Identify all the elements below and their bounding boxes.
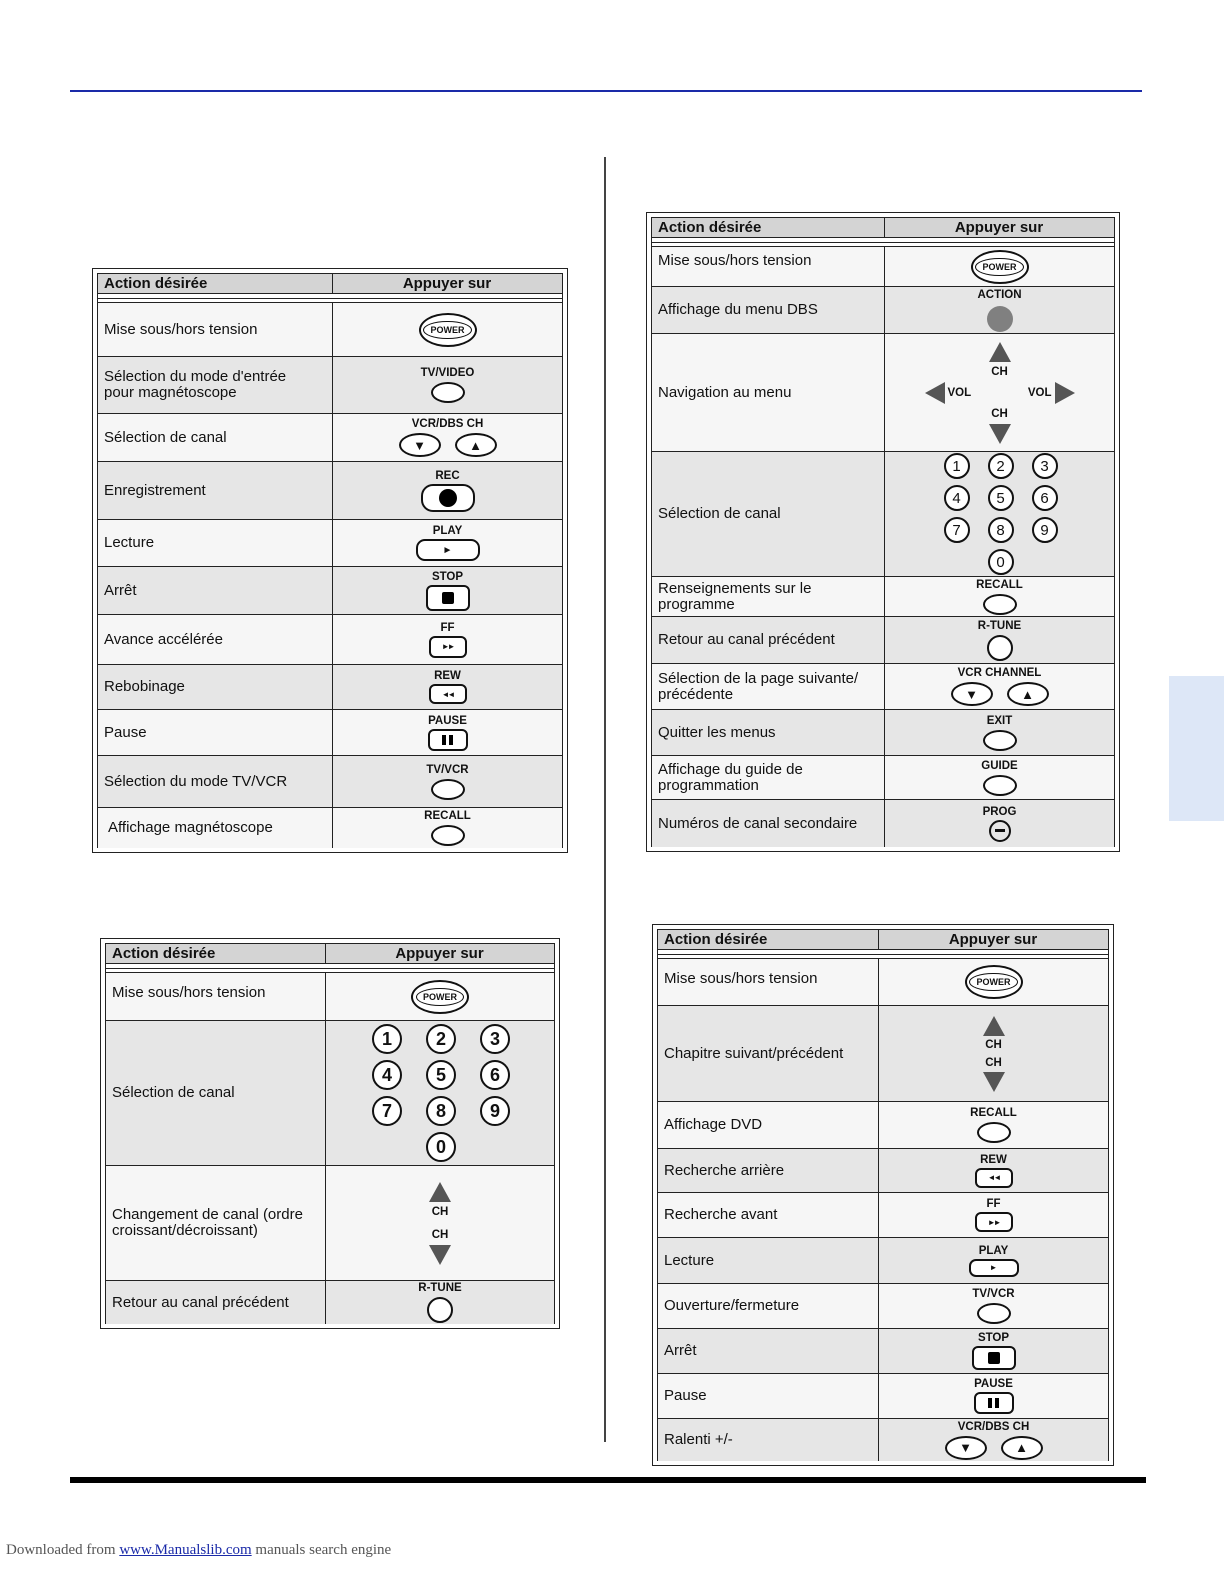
fast-forward-button[interactable]: [975, 1212, 1013, 1232]
table-header: [98, 274, 562, 294]
header-press: Appuyer sur: [395, 945, 484, 962]
table-row: [652, 576, 1114, 616]
chapter-down-icon[interactable]: [983, 1072, 1005, 1092]
row-action: Pause: [664, 1387, 707, 1404]
stop-icon: [442, 592, 454, 604]
row-action: Sélection de canal: [104, 428, 227, 446]
pause-icon-bar: [442, 735, 446, 745]
top-rule: [70, 90, 1142, 92]
row-action: Sélection de canal: [658, 505, 781, 522]
record-button[interactable]: [421, 484, 475, 512]
dvd-table-inner: [657, 929, 1109, 1461]
key-6[interactable]: 6: [480, 1060, 510, 1090]
table-row: [106, 1020, 554, 1165]
column-divider: [604, 157, 606, 1442]
row-action: Affichage du guide de programmation: [658, 760, 803, 794]
prog-button[interactable]: [989, 820, 1011, 842]
header-action: Action désirée: [104, 275, 208, 292]
table-row: [652, 616, 1114, 663]
table-row: [652, 333, 1114, 451]
row-action: Navigation au menu: [658, 383, 792, 401]
fast-forward-icon: ►►: [987, 1217, 1000, 1227]
header-press: Appuyer sur: [402, 275, 492, 292]
table-row: [98, 461, 562, 519]
recall-button[interactable]: [431, 825, 465, 846]
table-row: [98, 664, 562, 709]
table-row: [658, 1418, 1108, 1461]
row-action: Retour au canal précédent: [112, 1293, 289, 1311]
key-4[interactable]: 4: [372, 1060, 402, 1090]
table-row: [98, 614, 562, 664]
stop-button[interactable]: [972, 1346, 1016, 1370]
action-button[interactable]: [987, 306, 1013, 332]
key-6[interactable]: 6: [1032, 485, 1058, 511]
pause-icon-bar: [995, 1398, 999, 1408]
row-action: Changement de canal (ordre croissant/décroissant): [112, 1206, 303, 1239]
table-row: [658, 1148, 1108, 1192]
key-2[interactable]: 2: [426, 1024, 456, 1054]
power-button[interactable]: POWER: [419, 313, 477, 347]
table-header: [658, 930, 1108, 950]
row-action: Lecture: [664, 1251, 715, 1269]
button-label: PAUSE: [974, 1378, 1013, 1390]
table-row: [658, 1373, 1108, 1418]
row-action: Lecture: [104, 534, 155, 551]
dbs-table-inner: [651, 217, 1115, 847]
power-button[interactable]: POWER: [411, 980, 469, 1014]
row-action: Recherche avant: [664, 1206, 778, 1223]
channel-up-button[interactable]: ▲: [455, 433, 497, 457]
table-row: [652, 663, 1114, 709]
volume-left-icon[interactable]: [925, 382, 945, 404]
pause-button[interactable]: [974, 1392, 1014, 1414]
key-1[interactable]: 1: [372, 1024, 402, 1054]
table-row: [98, 356, 562, 413]
button-label: TV/VIDEO: [420, 367, 475, 379]
key-9[interactable]: 9: [480, 1096, 510, 1126]
play-button[interactable]: [416, 539, 480, 561]
key-5[interactable]: 5: [988, 485, 1014, 511]
button-label: RECALL: [970, 1107, 1017, 1119]
header-underline: [98, 298, 562, 299]
table-row: [98, 755, 562, 807]
header-press: Appuyer sur: [948, 931, 1038, 948]
table-row: [98, 709, 562, 755]
ch-up-label: CH: [431, 1205, 449, 1218]
row-action: Pause: [104, 723, 147, 741]
button-label: REW: [980, 1153, 1007, 1166]
stop-button[interactable]: [426, 585, 470, 611]
open-close-button[interactable]: [977, 1303, 1011, 1324]
button-label: VCR/DBS CH: [957, 1420, 1030, 1433]
side-tab: [1169, 676, 1224, 821]
number-keypad: [944, 453, 1056, 575]
play-icon: ►: [989, 1263, 998, 1272]
vol-left-label: VOL: [947, 386, 972, 399]
exit-button[interactable]: [983, 730, 1017, 751]
button-label: STOP: [977, 1332, 1010, 1344]
button-label: TV/VCR: [426, 763, 469, 776]
key-3[interactable]: 3: [1032, 453, 1058, 479]
key-3[interactable]: 3: [480, 1024, 510, 1054]
tv-video-button[interactable]: [431, 382, 465, 403]
button-label: PROG: [982, 805, 1017, 818]
pause-icon-bar: [988, 1398, 992, 1408]
header-underline: [106, 968, 554, 969]
power-button[interactable]: POWER: [965, 965, 1023, 999]
r-tune-button[interactable]: [987, 635, 1013, 661]
key-2[interactable]: 2: [988, 453, 1014, 479]
row-action: Mise sous/hors tension: [104, 320, 258, 338]
button-label: ACTION: [977, 289, 1022, 301]
fast-forward-button[interactable]: [429, 636, 467, 658]
key-0[interactable]: 0: [988, 549, 1014, 575]
ch-down-label: CH: [985, 1056, 1002, 1069]
key-8[interactable]: 8: [988, 517, 1014, 543]
button-label: FF: [986, 1198, 1001, 1210]
chapter-up-icon[interactable]: [983, 1016, 1005, 1036]
button-label: PLAY: [432, 525, 463, 537]
header-underline: [652, 242, 1114, 243]
minus-icon: [995, 829, 1005, 832]
ch-down-label: CH: [431, 1228, 449, 1241]
page-up-button[interactable]: ▲: [1007, 682, 1049, 706]
slow-minus-button[interactable]: ▼: [945, 1436, 987, 1460]
row-action: Sélection de la page suivante/ précédente: [658, 669, 859, 703]
table-row: [658, 1101, 1108, 1148]
rewind-icon: ◄◄: [987, 1173, 1000, 1182]
button-label: FF: [440, 621, 455, 634]
table-row: [106, 1280, 554, 1324]
page-down-button[interactable]: ▼: [951, 682, 993, 706]
key-8[interactable]: 8: [426, 1096, 456, 1126]
row-action: Sélection du mode d'entrée pour magnétoscope: [104, 368, 287, 401]
button-label: R-TUNE: [418, 1282, 462, 1294]
row-action: Sélection du mode TV/VCR: [104, 772, 288, 790]
button-label: REW: [434, 670, 461, 682]
row-action: Mise sous/hors tension: [664, 970, 818, 987]
table-row: [652, 451, 1114, 576]
row-action: Arrêt: [664, 1342, 697, 1359]
vol-right-label: VOL: [1027, 386, 1052, 399]
ch-down-label: CH: [991, 407, 1008, 420]
row-action: Rebobinage: [104, 678, 185, 695]
row-action: Mise sous/hors tension: [658, 252, 812, 269]
button-label: PLAY: [978, 1244, 1009, 1257]
play-icon: ►: [442, 544, 453, 556]
button-label: PAUSE: [428, 714, 467, 727]
button-label: VCR/DBS CH: [411, 418, 484, 430]
key-9[interactable]: 9: [1032, 517, 1058, 543]
cable-table: [100, 938, 560, 1329]
button-label: RECALL: [976, 578, 1023, 591]
pause-button[interactable]: [428, 729, 468, 751]
key-7[interactable]: 7: [944, 517, 970, 543]
dvd-table: [652, 924, 1114, 1466]
table-row: [98, 519, 562, 566]
channel-down-button[interactable]: ▼: [399, 433, 441, 457]
channel-up-icon[interactable]: [429, 1182, 451, 1202]
row-action: Arrêt: [104, 581, 137, 599]
rewind-button[interactable]: [975, 1168, 1013, 1188]
button-label: RECALL: [424, 810, 471, 822]
row-action: Affichage DVD: [664, 1116, 763, 1133]
stop-icon: [988, 1352, 1000, 1364]
power-button[interactable]: POWER: [971, 250, 1029, 284]
bottom-rule: [70, 1477, 1146, 1483]
table-header: [106, 944, 554, 964]
header-action: Action désirée: [112, 945, 216, 962]
table-header: [652, 218, 1114, 238]
table-row: [658, 958, 1108, 1005]
button-label: R-TUNE: [977, 619, 1022, 632]
button-label: GUIDE: [981, 759, 1018, 772]
table-row: [658, 1192, 1108, 1237]
table-row: [98, 807, 562, 848]
recall-button[interactable]: [983, 594, 1017, 615]
header-action: Action désirée: [664, 931, 768, 948]
row-action: Avance accélérée: [104, 630, 223, 648]
footer-suffix: manuals search engine: [251, 1542, 392, 1558]
footer-prefix: Downloaded from: [6, 1542, 120, 1558]
table-row: [652, 799, 1114, 847]
row-action: Affichage du menu DBS: [658, 301, 818, 318]
ch-up-label: CH: [991, 365, 1008, 378]
row-action: Recherche arrière: [664, 1161, 785, 1179]
row-action: Retour au canal précédent: [658, 631, 835, 648]
cable-table-inner: [105, 943, 555, 1324]
table-row: [98, 302, 562, 356]
button-label: VCR CHANNEL: [957, 667, 1042, 679]
channel-down-icon[interactable]: [429, 1245, 451, 1265]
key-4[interactable]: 4: [944, 485, 970, 511]
row-action: Sélection de canal: [112, 1084, 235, 1101]
table-row: [652, 246, 1114, 286]
row-action: Ralenti +/-: [664, 1431, 733, 1448]
table-row: [98, 566, 562, 614]
table-row: [106, 972, 554, 1020]
number-keypad: [372, 1024, 508, 1162]
table-row: [652, 709, 1114, 755]
tv-vcr-button[interactable]: [431, 779, 465, 800]
volume-right-icon[interactable]: [1055, 382, 1075, 404]
row-action: Ouverture/fermeture: [664, 1297, 800, 1314]
key-1[interactable]: 1: [944, 453, 970, 479]
rewind-button[interactable]: [429, 684, 467, 704]
table-row: [658, 1005, 1108, 1101]
header-press: Appuyer sur: [954, 219, 1044, 236]
vcr-table-inner: [97, 273, 563, 848]
table-row: [106, 1165, 554, 1280]
table-row: [652, 755, 1114, 799]
slow-plus-button[interactable]: ▲: [1001, 1436, 1043, 1460]
row-action: Chapitre suivant/précédent: [664, 1044, 844, 1062]
dbs-table: [646, 212, 1120, 852]
footer: [6, 1542, 391, 1559]
table-row: [98, 413, 562, 461]
key-5[interactable]: 5: [426, 1060, 456, 1090]
r-tune-button[interactable]: [427, 1297, 453, 1323]
record-icon: [439, 489, 457, 507]
button-label: TV/VCR: [972, 1288, 1015, 1300]
channel-down-icon[interactable]: [989, 424, 1011, 444]
button-label: STOP: [431, 570, 464, 583]
button-label: REC: [435, 469, 460, 482]
row-action: Numéros de canal secondaire: [658, 814, 858, 832]
rewind-icon: ◄◄: [441, 689, 454, 699]
header-underline: [658, 954, 1108, 955]
row-action: Affichage magnétoscope: [108, 819, 273, 836]
manualslib-link[interactable]: www.Manualslib.com: [119, 1542, 252, 1558]
fast-forward-icon: ►►: [441, 642, 454, 651]
row-action: Enregistrement: [104, 481, 206, 499]
channel-up-icon[interactable]: [989, 342, 1011, 362]
recall-button[interactable]: [977, 1122, 1011, 1143]
key-0[interactable]: 0: [426, 1132, 456, 1162]
table-row: [652, 286, 1114, 333]
row-action: Renseignements sur le programme: [658, 579, 812, 613]
key-7[interactable]: 7: [372, 1096, 402, 1126]
pause-icon-bar: [449, 735, 453, 745]
row-action: Quitter les menus: [658, 723, 776, 741]
table-row: [658, 1237, 1108, 1283]
ch-up-label: CH: [985, 1038, 1002, 1051]
play-button[interactable]: [969, 1259, 1019, 1277]
table-row: [658, 1283, 1108, 1328]
button-label: EXIT: [986, 714, 1013, 727]
row-action: Mise sous/hors tension: [112, 984, 266, 1001]
header-action: Action désirée: [658, 219, 762, 236]
table-row: [658, 1328, 1108, 1373]
vcr-table: [92, 268, 568, 853]
guide-button[interactable]: [983, 775, 1017, 796]
